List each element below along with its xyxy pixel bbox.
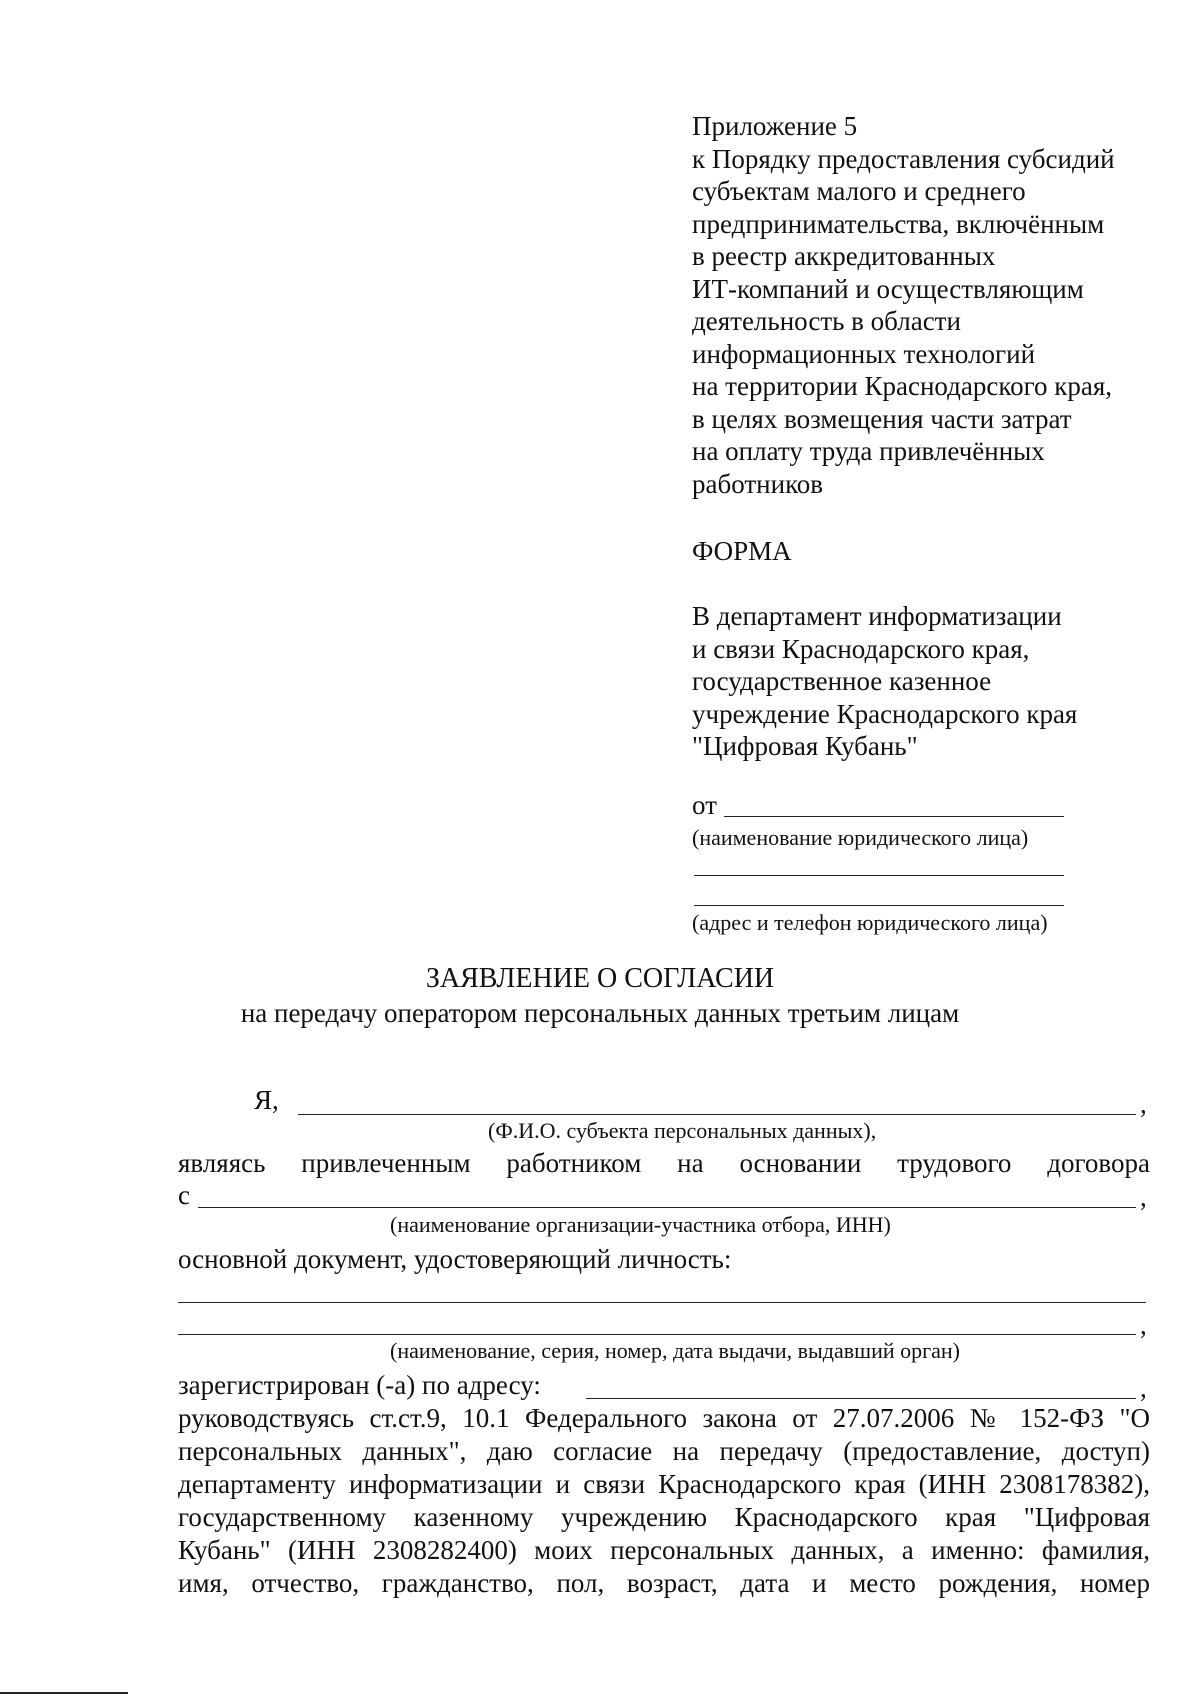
with-prefix: с bbox=[178, 1180, 190, 1210]
legal-entity-address-field-2[interactable] bbox=[694, 905, 1064, 906]
organization-field[interactable] bbox=[198, 1207, 1136, 1208]
paragraph-line: государственному казенному учреждению Краснодарского края "Цифровая bbox=[178, 1502, 1150, 1532]
paragraph-line: руководствуясь ст.ст.9, 10.1 Федерального закона от 27.07.2006 № 152-ФЗ "О bbox=[178, 1403, 1150, 1433]
doc-caption: (наименование, серия, номер, дата выдачи, выдавший орган) bbox=[390, 1338, 961, 1363]
statement-subtitle: на передачу оператором персональных данных третьим лицам bbox=[240, 998, 960, 1028]
appendix-line: в целях возмещения части затрат bbox=[692, 403, 1072, 434]
paragraph-line: персональных данных", даю согласие на передачу (предоставление, доступ) bbox=[178, 1436, 1150, 1466]
paragraph-line: имя, отчество, гражданство, пол, возраст, дата и место рождения, номер bbox=[178, 1568, 1150, 1598]
appendix-line: работников bbox=[692, 468, 824, 499]
comma: , bbox=[1140, 1182, 1147, 1212]
fio-field[interactable] bbox=[298, 1114, 1136, 1115]
appendix-line: в реестр аккредитованных bbox=[692, 241, 996, 271]
org-caption: (наименование организации-участника отбора, ИНН) bbox=[390, 1212, 891, 1237]
comma: , bbox=[1140, 1310, 1147, 1340]
recipient-line: В департамент информатизации bbox=[692, 601, 1062, 631]
footnote-divider bbox=[0, 1692, 128, 1694]
id-document-field-2[interactable] bbox=[178, 1334, 1136, 1335]
employee-word: привлеченным bbox=[301, 1148, 471, 1178]
recipient-line: учреждение Краснодарского края bbox=[692, 698, 1078, 729]
employee-word: трудового bbox=[897, 1148, 1012, 1178]
appendix-line: на оплату труда привлечённых bbox=[692, 436, 1045, 466]
legal-entity-address-field-1[interactable] bbox=[694, 875, 1064, 876]
employee-word: договора bbox=[1047, 1148, 1150, 1178]
form-label: ФОРМА bbox=[692, 536, 792, 566]
from-prefix: от bbox=[692, 790, 717, 820]
legal-entity-caption: (наименование юридического лица) bbox=[692, 825, 1029, 850]
employee-line bbox=[178, 1148, 1150, 1179]
id-document-label: основной документ, удостоверяющий личность: bbox=[178, 1244, 732, 1274]
appendix-line: деятельность в области bbox=[692, 306, 961, 336]
recipient-line: и связи Краснодарского края, bbox=[692, 633, 1030, 664]
employee-word: на bbox=[677, 1148, 704, 1178]
appendix-line: субъектам малого и среднего bbox=[692, 176, 1026, 206]
i-prefix: Я, bbox=[254, 1085, 279, 1115]
recipient-block bbox=[692, 600, 1152, 763]
paragraph-line: Кубань" (ИНН 2308282400) моих персональных данных, а именно: фамилия, bbox=[178, 1535, 1150, 1565]
address-caption: (адрес и телефон юридического лица) bbox=[692, 910, 1048, 935]
comma: , bbox=[1140, 1089, 1147, 1119]
statement-title: ЗАЯВЛЕНИЕ О СОГЛАСИИ bbox=[425, 963, 775, 994]
appendix-line: информационных технологий bbox=[692, 338, 1036, 369]
employee-word: основании bbox=[739, 1148, 862, 1178]
paragraph-line: департаменту информатизации и связи Краснодарского края (ИНН 2308178382), bbox=[178, 1469, 1150, 1499]
employee-word: являясь bbox=[178, 1148, 266, 1178]
appendix-line: предпринимательства, включённым bbox=[692, 208, 1105, 239]
id-document-field-1[interactable] bbox=[178, 1302, 1146, 1303]
recipient-line: государственное казенное bbox=[692, 666, 992, 696]
appendix-line: ИТ-компаний и осуществляющим bbox=[692, 273, 1084, 304]
registration-address-field[interactable] bbox=[586, 1398, 1136, 1399]
fio-caption: (Ф.И.О. субъекта персональных данных), bbox=[488, 1118, 877, 1143]
appendix-line: Приложение 5 bbox=[692, 111, 858, 141]
recipient-line: "Цифровая Кубань" bbox=[692, 731, 918, 761]
appendix-line: к Порядку предоставления субсидий bbox=[692, 143, 1115, 174]
appendix-line: на территории Краснодарского края, bbox=[692, 371, 1113, 401]
registered-label: зарегистрирован (-а) по адресу: bbox=[178, 1370, 541, 1400]
legal-entity-name-field[interactable] bbox=[724, 816, 1064, 817]
comma: , bbox=[1140, 1373, 1147, 1403]
appendix-header bbox=[692, 110, 1152, 500]
employee-word: работником bbox=[506, 1148, 642, 1178]
